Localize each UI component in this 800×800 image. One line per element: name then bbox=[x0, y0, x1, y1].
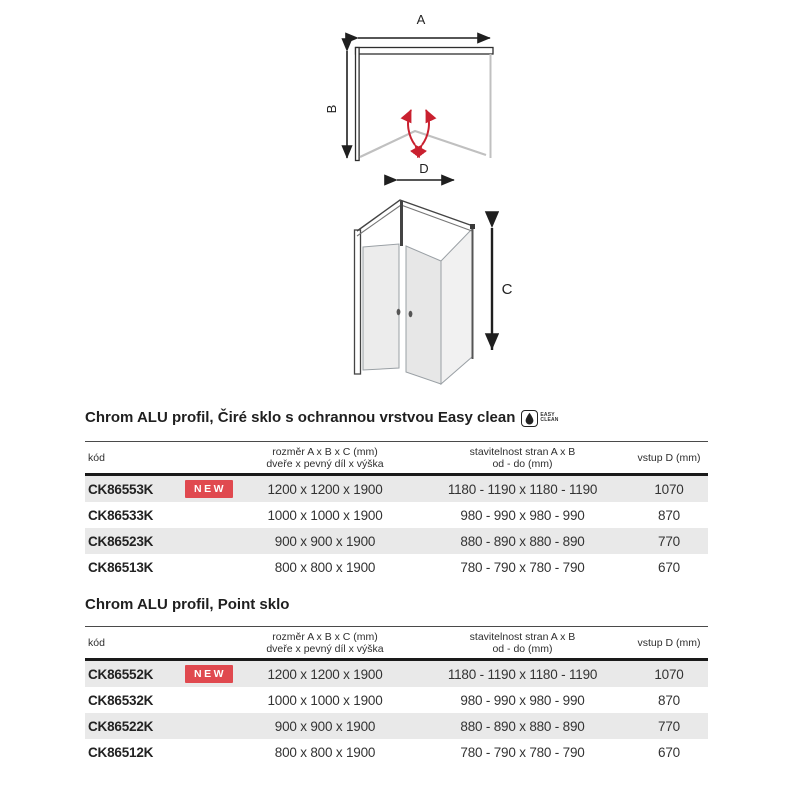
right-corner-cap bbox=[470, 224, 475, 229]
new-badge: NEW bbox=[185, 665, 233, 683]
entry-cell: 670 bbox=[658, 744, 680, 760]
new-badge: NEW bbox=[185, 480, 233, 498]
table-row bbox=[85, 661, 708, 687]
easy-clean-icon bbox=[521, 410, 558, 427]
header-code: kód bbox=[88, 451, 105, 464]
header-adjustability: stavitelnost stran A x B od - do (mm) bbox=[469, 445, 576, 470]
adjust-cell: 780 - 790 x 780 - 790 bbox=[460, 744, 585, 760]
spec-table-point bbox=[85, 626, 708, 765]
adjust-cell: 880 - 890 x 880 - 890 bbox=[460, 533, 585, 549]
code-cell: CK86522K bbox=[88, 718, 154, 734]
door-swing-arrow-left bbox=[408, 110, 415, 145]
table-row bbox=[85, 476, 708, 502]
table-row bbox=[85, 554, 708, 580]
code-cell: CK86523K bbox=[88, 533, 154, 549]
size-cell: 800 x 800 x 1900 bbox=[274, 744, 376, 760]
header-code: kód bbox=[88, 636, 105, 649]
section-heading-text: Chrom ALU profil, Čiré sklo s ochrannou vrstvou Easy clean bbox=[85, 409, 516, 426]
droplet-icon bbox=[521, 410, 538, 427]
adjust-cell: 1180 - 1190 x 1180 - 1190 bbox=[447, 666, 598, 682]
diagram-top-view bbox=[325, 8, 517, 194]
dimension-label-a: A bbox=[416, 12, 426, 27]
size-cell: 900 x 900 x 1900 bbox=[274, 718, 376, 734]
section-easy-clean bbox=[85, 409, 708, 580]
entry-cell: 770 bbox=[658, 533, 680, 549]
entry-cell: 1070 bbox=[654, 481, 684, 497]
adjust-cell: 880 - 890 x 880 - 890 bbox=[460, 718, 585, 734]
section-heading-text: Chrom ALU profil, Point sklo bbox=[85, 596, 290, 613]
entry-cell: 1070 bbox=[654, 666, 684, 682]
size-cell: 1200 x 1200 x 1900 bbox=[267, 666, 383, 682]
section-heading bbox=[85, 409, 708, 427]
dimension-label-b: B bbox=[325, 104, 339, 114]
table-row bbox=[85, 687, 708, 713]
side-panel-glass bbox=[441, 229, 472, 384]
door-swing-arrow-right bbox=[422, 110, 429, 145]
right-door-knob bbox=[409, 311, 413, 317]
entry-cell: 770 bbox=[658, 718, 680, 734]
size-cell: 900 x 900 x 1900 bbox=[274, 533, 376, 549]
left-door-glass bbox=[363, 244, 399, 370]
left-wall-profile bbox=[356, 48, 360, 161]
size-cell: 1000 x 1000 x 1900 bbox=[267, 507, 383, 523]
left-frame-profile bbox=[355, 230, 361, 374]
entry-cell: 870 bbox=[658, 507, 680, 523]
code-cell: CK86532K bbox=[88, 692, 154, 708]
header-adjustability: stavitelnost stran A x B od - do (mm) bbox=[469, 630, 576, 655]
dimension-label-c: C bbox=[501, 281, 513, 298]
section-point-glass bbox=[85, 596, 708, 765]
code-cell: CK86552K NEW bbox=[85, 667, 235, 682]
diagram-3d-view bbox=[340, 193, 555, 395]
header-entry: vstup D (mm) bbox=[637, 636, 701, 649]
table-header-row bbox=[85, 442, 708, 476]
easy-clean-label: EASY CLEAN bbox=[540, 412, 559, 423]
top-view-drawing bbox=[325, 8, 517, 194]
header-size: rozměr A x B x C (mm) dveře x pevný díl x výška bbox=[266, 630, 384, 655]
table-header-row bbox=[85, 627, 708, 661]
code-cell: CK86553K NEW bbox=[85, 482, 235, 497]
header-entry: vstup D (mm) bbox=[637, 451, 701, 464]
adjust-cell: 980 - 990 x 980 - 990 bbox=[460, 692, 585, 708]
table-row bbox=[85, 713, 708, 739]
code-cell: CK86533K bbox=[88, 507, 154, 523]
code-cell: CK86513K bbox=[88, 559, 154, 575]
size-cell: 1200 x 1200 x 1900 bbox=[267, 481, 383, 497]
adjust-cell: 980 - 990 x 980 - 990 bbox=[460, 507, 585, 523]
section-heading bbox=[85, 596, 708, 614]
table-row bbox=[85, 502, 708, 528]
header-size: rozměr A x B x C (mm) dveře x pevný díl x výška bbox=[266, 445, 384, 470]
code-cell: CK86512K bbox=[88, 744, 154, 760]
size-cell: 1000 x 1000 x 1900 bbox=[267, 692, 383, 708]
entry-cell: 870 bbox=[658, 692, 680, 708]
left-door-knob bbox=[397, 309, 401, 315]
size-cell: 800 x 800 x 1900 bbox=[274, 559, 376, 575]
spec-table-easy-clean bbox=[85, 441, 708, 580]
adjust-cell: 1180 - 1190 x 1180 - 1190 bbox=[447, 481, 598, 497]
adjust-cell: 780 - 790 x 780 - 790 bbox=[460, 559, 585, 575]
entry-cell: 670 bbox=[658, 559, 680, 575]
top-rail-outer bbox=[357, 200, 473, 231]
enclosure-3d-drawing bbox=[340, 193, 555, 395]
top-rail-inner bbox=[357, 205, 472, 236]
table-row bbox=[85, 528, 708, 554]
table-row bbox=[85, 739, 708, 765]
dimension-label-d: D bbox=[419, 161, 429, 176]
top-wall-profile bbox=[356, 48, 494, 55]
